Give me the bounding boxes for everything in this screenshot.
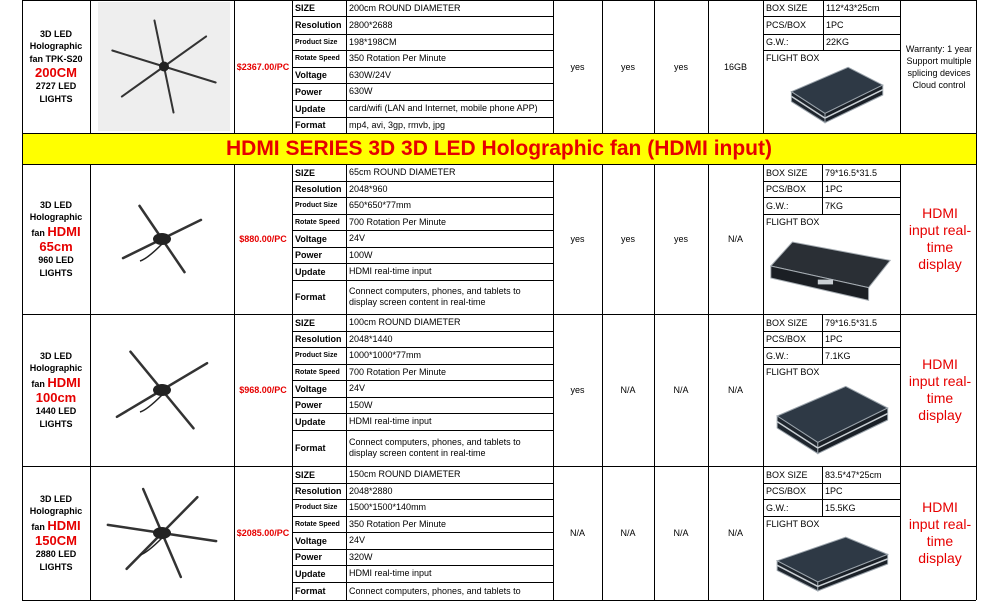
spec-label: Power xyxy=(295,250,323,260)
hologram-fan-image xyxy=(91,165,233,313)
spec-value: 630W/24V xyxy=(349,69,392,80)
flight-box-label: FLIGHT BOX xyxy=(766,367,820,377)
feature-flag-cell: N/A xyxy=(620,528,636,538)
grid-line xyxy=(708,0,709,133)
grid-line xyxy=(654,164,655,314)
grid-line xyxy=(292,50,553,51)
led-count-line: LIGHTS xyxy=(39,418,73,429)
grid-line xyxy=(292,34,553,35)
spec-value: 150cm ROUND DIAMETER xyxy=(349,469,461,479)
product-model-line xyxy=(31,518,80,534)
grid-line xyxy=(976,164,977,314)
grid-line xyxy=(292,214,553,215)
spec-label: Resolution xyxy=(295,184,342,194)
product-image-cell xyxy=(91,315,233,465)
note-line: Cloud control xyxy=(912,79,966,90)
grid-line xyxy=(763,164,764,314)
feature-flag-cell: yes xyxy=(570,385,585,395)
spec-value: Connect computers, phones, and tablets to display screen content in real-time xyxy=(349,286,521,307)
box-spec-label: BOX SIZE xyxy=(766,317,808,328)
grid-line xyxy=(763,197,900,198)
notes-cell: HDMI input real-time display xyxy=(908,205,972,272)
product-name-line: fan TPK-S20 xyxy=(29,53,83,64)
product-name-cell xyxy=(22,314,90,466)
spec-label: Product Size xyxy=(295,38,338,46)
box-spec-label: BOX SIZE xyxy=(766,167,808,178)
grid-line xyxy=(292,549,553,550)
box-spec-label: G.W.: xyxy=(766,37,789,47)
hologram-fan-image xyxy=(91,467,233,599)
box-spec-value: 15.5KG xyxy=(825,502,856,513)
feature-flag-cell: yes xyxy=(570,61,585,72)
product-name-line: Holographic xyxy=(29,212,83,223)
feature-flag-cell: N/A xyxy=(673,528,689,538)
grid-line xyxy=(763,466,764,600)
grid-line xyxy=(292,582,553,583)
spec-value: Connect computers, phones, and tablets to xyxy=(349,585,521,596)
grid-line xyxy=(22,133,976,134)
box-spec-value: 7.1KG xyxy=(825,350,851,361)
spec-value: 200cm ROUND DIAMETER xyxy=(349,2,461,13)
spec-label: SIZE xyxy=(295,3,316,13)
product-name-line: fan xyxy=(31,378,45,389)
led-count-line: 960 LED xyxy=(38,255,74,266)
spec-value: 1500*1500*140mm xyxy=(349,502,427,512)
series-banner: HDMI SERIES 3D 3D LED Holographic fan (HDMI input) xyxy=(22,133,976,164)
grid-line xyxy=(763,181,900,182)
led-count-line: LIGHTS xyxy=(39,561,73,572)
spec-value: HDMI real-time input xyxy=(349,266,432,276)
grid-line xyxy=(292,0,293,133)
grid-line xyxy=(602,164,603,314)
price-cell: $880.00/PC xyxy=(239,234,287,244)
grid-line xyxy=(292,466,293,600)
box-spec-value: 79*16.5*31.5 xyxy=(825,167,878,178)
spec-value: 350 Rotation Per Minute xyxy=(349,53,447,63)
grid-line xyxy=(234,0,235,133)
feature-flag-cell: N/A xyxy=(620,385,636,395)
spec-label: Format xyxy=(295,120,326,130)
grid-line xyxy=(822,314,823,364)
product-hdmi-label: HDMI xyxy=(47,223,81,239)
grid-line xyxy=(292,197,553,198)
flight-case-cell xyxy=(767,230,894,310)
grid-line xyxy=(292,430,553,431)
grid-line xyxy=(22,314,23,466)
spec-value: 320W xyxy=(349,551,373,562)
spec-label: Resolution xyxy=(295,486,342,496)
flight-box-label: FLIGHT BOX xyxy=(766,53,820,63)
led-count-line: LIGHTS xyxy=(39,93,73,104)
grid-line xyxy=(292,263,553,264)
grid-line xyxy=(346,0,347,133)
product-hdmi-label: HDMI xyxy=(47,517,81,533)
spec-value: 65cm ROUND DIAMETER xyxy=(349,167,456,177)
spec-value: 100W xyxy=(349,249,373,260)
box-spec-value: 1PC xyxy=(825,184,843,194)
grid-line xyxy=(763,331,900,332)
spec-label: Power xyxy=(295,552,323,562)
grid-line xyxy=(602,314,603,466)
spec-label: SIZE xyxy=(295,469,316,480)
box-spec-label: PCS/BOX xyxy=(766,20,807,30)
spec-label: SIZE xyxy=(295,167,316,178)
led-count-line: 1440 LED xyxy=(35,406,77,417)
grid-line xyxy=(22,0,23,133)
product-hdmi-label: HDMI xyxy=(47,374,81,390)
product-name-cell xyxy=(22,164,90,314)
grid-line xyxy=(763,347,900,348)
grid-line xyxy=(900,466,901,600)
grid-line xyxy=(292,247,553,248)
spec-label: Resolution xyxy=(295,334,342,344)
grid-line xyxy=(234,314,235,466)
grid-line xyxy=(292,164,293,314)
spec-value: 1000*1000*77mm xyxy=(349,350,422,360)
product-size-text: 200CM xyxy=(35,65,77,81)
grid-line xyxy=(763,50,900,51)
grid-line xyxy=(292,364,553,365)
feature-flag-cell: yes xyxy=(620,61,635,72)
grid-line xyxy=(553,164,554,314)
grid-line xyxy=(234,466,235,600)
flight-case-cell xyxy=(767,380,894,460)
flight-box-label: FLIGHT BOX xyxy=(766,519,820,529)
product-size-text: 65cm xyxy=(39,239,73,255)
feature-flag-cell: yes xyxy=(673,61,688,72)
price-cell: $2085.00/PC xyxy=(236,528,290,538)
product-name-line: 3D LED xyxy=(39,28,72,39)
spec-label: Power xyxy=(295,86,323,97)
flight-case-cell xyxy=(783,62,888,128)
price-cell: $2367.00/PC xyxy=(236,61,290,72)
spec-label: Voltage xyxy=(295,70,327,80)
spec-value: 700 Rotation Per Minute xyxy=(349,216,447,227)
grid-line xyxy=(292,397,553,398)
grid-line xyxy=(292,516,553,517)
spec-label: Voltage xyxy=(295,233,327,244)
spec-label: Product Size xyxy=(295,504,338,511)
product-name-line: Holographic xyxy=(29,41,83,52)
box-spec-label: G.W.: xyxy=(766,200,789,211)
feature-flag-cell: yes xyxy=(673,234,688,244)
flight-case-image xyxy=(767,380,894,460)
grid-line xyxy=(292,565,553,566)
spec-label: Rotate Speed xyxy=(295,55,340,62)
product-image-cell xyxy=(91,165,233,313)
grid-line xyxy=(292,181,553,182)
grid-line xyxy=(823,0,824,50)
feature-flag-cell: 16GB xyxy=(723,61,747,72)
notes-cell: HDMI input real-time display xyxy=(908,356,972,423)
grid-line xyxy=(763,483,900,484)
spec-label: Format xyxy=(295,443,326,453)
box-spec-value: 1PC xyxy=(825,486,843,496)
grid-line xyxy=(292,483,553,484)
spec-label: Format xyxy=(295,292,326,302)
spec-value: 2048*1440 xyxy=(349,333,393,344)
grid-line xyxy=(292,331,553,332)
grid-line xyxy=(822,466,823,516)
spec-label: Update xyxy=(295,568,326,579)
grid-line xyxy=(292,380,553,381)
grid-line xyxy=(553,0,554,133)
grid-line xyxy=(22,164,23,314)
feature-flag-cell: N/A xyxy=(727,528,743,538)
spec-value: 24V xyxy=(349,383,366,393)
grid-line xyxy=(822,164,823,214)
notes-cell xyxy=(900,0,978,133)
product-name-line: 3D LED xyxy=(39,493,72,504)
spec-label: Update xyxy=(295,416,326,427)
spec-label: Resolution xyxy=(295,20,342,30)
flight-case-image xyxy=(767,532,894,596)
grid-line xyxy=(22,466,976,467)
spec-value: HDMI real-time input xyxy=(349,416,432,426)
grid-line xyxy=(292,314,293,466)
spec-value: 150W xyxy=(349,399,373,410)
grid-line xyxy=(553,466,554,600)
grid-line xyxy=(22,466,23,600)
grid-line xyxy=(346,466,347,600)
feature-flag-cell: N/A xyxy=(727,385,743,395)
grid-line xyxy=(292,413,553,414)
spec-value: 2048*960 xyxy=(349,183,388,194)
feature-flag-cell: N/A xyxy=(727,234,743,244)
grid-line xyxy=(763,0,900,1)
spec-value: 630W xyxy=(349,86,373,96)
spec-label: SIZE xyxy=(295,317,316,328)
hologram-fan-image xyxy=(98,2,230,131)
box-spec-label: PCS/BOX xyxy=(766,184,807,194)
spec-value: HDMI real-time input xyxy=(349,568,432,578)
grid-line xyxy=(763,34,900,35)
box-spec-value: 112*43*25cm xyxy=(826,3,880,13)
box-spec-label: PCS/BOX xyxy=(766,334,807,344)
grid-line xyxy=(763,0,764,133)
spec-label: Voltage xyxy=(295,383,327,394)
spec-value: 2048*2880 xyxy=(349,485,393,496)
spec-label: Voltage xyxy=(295,535,327,546)
box-spec-value: 83.5*47*25cm xyxy=(825,469,882,480)
spec-value: card/wifi (LAN and Internet, mobile phone APP) xyxy=(349,103,538,113)
spec-value: 24V xyxy=(349,233,366,243)
spec-label: Rotate Speed xyxy=(295,368,340,376)
grid-line xyxy=(654,466,655,600)
spec-value: 24V xyxy=(349,535,366,545)
grid-line xyxy=(346,314,347,466)
spec-label: Power xyxy=(295,400,323,410)
feature-flag-cell: yes xyxy=(620,234,635,244)
product-name-line: Holographic xyxy=(29,506,83,517)
grid-line xyxy=(292,280,553,281)
product-model-line xyxy=(31,224,80,240)
grid-line xyxy=(90,0,91,133)
flight-box-label: FLIGHT BOX xyxy=(766,217,820,227)
grid-line xyxy=(292,83,553,84)
spec-label: Product Size xyxy=(295,202,338,209)
grid-line xyxy=(976,466,977,600)
product-image-cell xyxy=(91,467,233,599)
spec-label: Format xyxy=(295,586,326,596)
grid-line xyxy=(292,16,553,17)
spec-value: Connect computers, phones, and tablets to display screen content in real-time xyxy=(349,437,521,458)
grid-line xyxy=(292,100,553,101)
led-count-line: LIGHTS xyxy=(39,267,73,278)
grid-line xyxy=(763,314,764,466)
product-name-cell xyxy=(22,466,90,600)
grid-line xyxy=(292,499,553,500)
box-spec-value: 79*16.5*31.5 xyxy=(825,317,878,328)
product-name-line: fan xyxy=(31,227,45,238)
feature-flag-cell: yes xyxy=(570,234,585,244)
led-count-line: 2880 LED xyxy=(35,549,77,560)
grid-line xyxy=(900,0,901,133)
grid-line xyxy=(292,67,553,68)
grid-line xyxy=(234,164,235,314)
grid-line xyxy=(22,164,976,165)
box-spec-label: BOX SIZE xyxy=(766,3,808,13)
grid-line xyxy=(292,230,553,231)
grid-line xyxy=(976,0,977,133)
product-model-line xyxy=(31,375,80,391)
grid-line xyxy=(292,117,553,118)
grid-line xyxy=(90,466,91,600)
grid-line xyxy=(553,314,554,466)
grid-line xyxy=(602,466,603,600)
spec-value: mp4, avi, 3gp, rmvb, jpg xyxy=(349,119,446,130)
spec-label: Update xyxy=(295,103,326,114)
spec-label: Product Size xyxy=(295,352,338,359)
grid-line xyxy=(900,164,901,314)
spec-label: Update xyxy=(295,266,326,277)
box-spec-label: BOX SIZE xyxy=(766,469,808,480)
product-size-text: 150CM xyxy=(35,533,77,549)
product-name-line: fan xyxy=(31,521,45,532)
product-name-line: Holographic xyxy=(29,363,83,374)
grid-line xyxy=(708,314,709,466)
grid-line xyxy=(900,314,901,466)
notes-cell: HDMI input real-time display xyxy=(908,499,972,566)
price-cell: $968.00/PC xyxy=(239,385,287,395)
spec-value: 650*650*77mm xyxy=(349,200,412,210)
note-line: Warranty: 1 year xyxy=(905,43,973,54)
grid-line xyxy=(976,133,977,164)
grid-line xyxy=(763,499,900,500)
spec-label: Rotate Speed xyxy=(295,218,340,226)
product-image-cell xyxy=(98,2,230,131)
product-size-text: 100cm xyxy=(35,390,77,406)
box-spec-value: 22KG xyxy=(826,37,850,47)
led-count-line: 2727 LED xyxy=(35,81,77,92)
spec-value: 198*198CM xyxy=(349,36,397,47)
box-spec-value: 1PC xyxy=(825,334,843,344)
grid-line xyxy=(654,0,655,133)
product-name-line: 3D LED xyxy=(39,350,72,361)
grid-line xyxy=(292,0,553,1)
feature-flag-cell: N/A xyxy=(569,528,585,538)
product-name-cell xyxy=(22,0,90,133)
grid-line xyxy=(708,164,709,314)
grid-line xyxy=(22,314,976,315)
grid-line xyxy=(708,466,709,600)
flight-case-image xyxy=(783,62,888,128)
grid-line xyxy=(763,16,900,17)
note-line: Support multiple xyxy=(906,55,972,66)
box-spec-label: PCS/BOX xyxy=(766,486,807,496)
spec-value: 350 Rotation Per Minute xyxy=(349,518,447,529)
grid-line xyxy=(90,314,91,466)
spec-value: 2800*2688 xyxy=(349,19,393,30)
grid-line xyxy=(976,314,977,466)
hologram-fan-image xyxy=(91,315,233,465)
box-spec-label: G.W.: xyxy=(766,502,789,513)
spec-label: Rotate Speed xyxy=(295,520,340,528)
box-spec-label: G.W.: xyxy=(766,350,789,361)
feature-flag-cell: N/A xyxy=(673,385,689,395)
spec-value: 700 Rotation Per Minute xyxy=(349,366,447,377)
grid-line xyxy=(292,532,553,533)
grid-line xyxy=(346,164,347,314)
note-line: splicing devices xyxy=(907,67,971,78)
grid-line xyxy=(90,164,91,314)
product-name-line: 3D LED xyxy=(39,199,72,210)
box-spec-value: 1PC xyxy=(826,20,844,30)
grid-line xyxy=(654,314,655,466)
grid-line xyxy=(22,133,23,164)
grid-line xyxy=(602,0,603,133)
flight-case-cell xyxy=(767,532,894,596)
box-spec-value: 7KG xyxy=(825,200,844,211)
grid-line xyxy=(292,347,553,348)
flight-case-image xyxy=(767,230,894,310)
spec-value: 100cm ROUND DIAMETER xyxy=(349,317,461,327)
